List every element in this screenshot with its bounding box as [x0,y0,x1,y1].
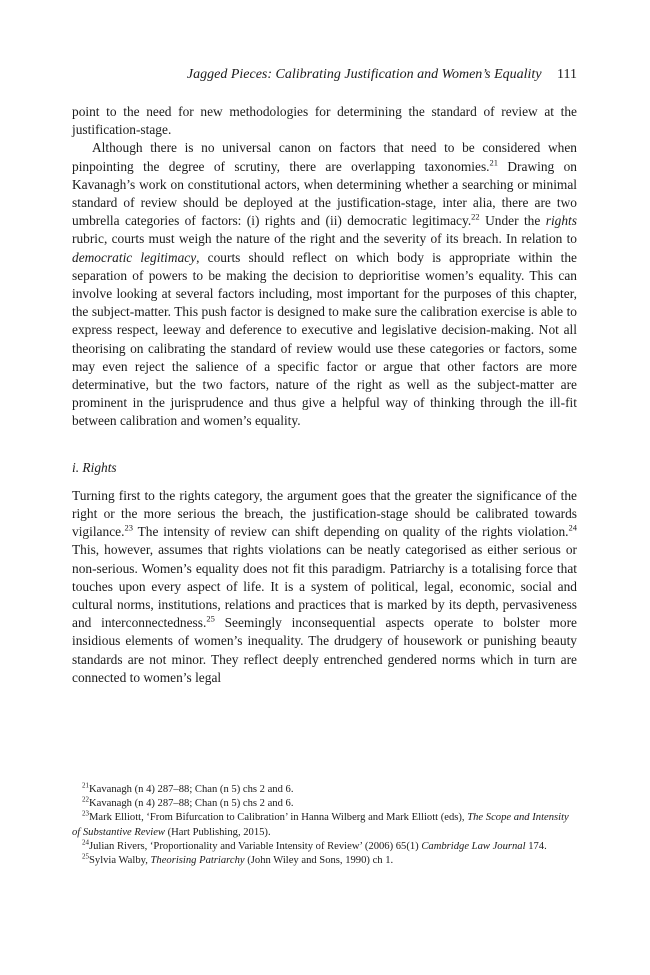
footnote-text: (John Wiley and Sons, 1990) ch 1. [244,855,394,867]
footnote-number: 22 [82,795,89,804]
footnote-ref-24[interactable]: 24 [568,522,577,533]
footnote-23 [72,811,577,839]
footnote-25 [72,854,577,868]
text-run: , courts should reflect on which body is appropriate within the separation of powers to be making the decision to deprioritise women’s equality. This can involve looking at several factors including, most important for the purposes of this chapter, the subject-matter. This push factor is designed to make sure the calibration exercise is able to express respect, leeway and deference to executive and legislative decision-making. Not all theorising on calibrating the standard of review would use these categories or factors, some may even reject the salience of a specific factor or argue that other factors are more determinative, but the two factors, nature of the right as well as the subject-matter are prominent in the jurisprudence and thus give a helpful way of thinking through the ill-fit between calibration and women’s equality. [72,249,577,429]
text-run: Although there is no universal canon on factors that need to be considered when pinpointing the degree of scrutiny, there are overlapping taxonomies. [72,140,577,174]
footnote-text: (Hart Publishing, 2015). [164,826,271,838]
text-run: Seemingly inconsequential aspects operate to bolster more insidious elements of women’s inequality. The drudgery of housework or punishing beauty standards are not minor. They reflect deeply entrenched gendered norms which in turn are connected to women’s legal [72,615,577,685]
footnote-text: Kavanagh (n 4) 287–88; Chan (n 5) chs 2 and 6. [89,798,294,810]
footnote-number: 25 [82,852,89,861]
footnote-ref-25[interactable]: 25 [206,613,215,624]
text-run: Drawing on Kavanagh’s work on constitutional actors, when determining whether a searching or minimal standard of review should be deployed at the justification-stage, inter alia, there are two umbrella categories of factors: (i) rights and (ii) democratic legitimacy. [72,158,577,229]
running-head-title: Jagged Pieces: Calibrating Justification and Women’s Equality [186,67,542,82]
footnote-text: Kavanagh (n 4) 287–88; Chan (n 5) chs 2 and 6. [89,784,294,795]
text-run: The intensity of review can shift depending on quality of the rights violation. [132,524,569,540]
section-heading: i. Rights [72,459,117,475]
text-run: rubric, courts must weigh the nature of the right and the severity of its breach. In relation to [72,231,577,247]
text-run: Under the [479,213,546,229]
paragraph-3 [72,487,577,687]
footnote-text: Mark Elliott, ‘From Bifurcation to Calibration’ in Hanna Wilberg and Mark Elliott (eds), [89,812,468,824]
footnote-number: 24 [82,838,89,847]
footnote-22 [72,797,577,811]
footnote-text: Sylvia Walby, [89,855,151,867]
body-text [72,103,577,687]
footnote-title: Theorising Patriarchy [150,855,245,867]
footnote-21 [72,783,577,797]
emphasis-democratic-legitimacy: democratic legitimacy [72,249,197,265]
footnote-number: 23 [82,809,89,818]
footnote-title: The Scope and Intensity of Substantive Review [72,812,569,838]
paragraph-2 [72,139,577,430]
footnotes [72,783,577,868]
footnote-ref-22[interactable]: 22 [471,211,480,222]
footnote-ref-21[interactable]: 21 [489,157,499,168]
text-run: Turning first to the rights category, the argument goes that the greater the significance of the right or the more serious the breach, the justification-stage should be calibrated towards vigilance. [72,487,577,540]
emphasis-rights: rights [545,213,577,229]
footnote-24 [72,840,577,854]
running-head [72,66,577,84]
footnote-text: 174. [525,840,547,852]
page-number: 111 [557,67,577,82]
footnote-title: Cambridge Law Journal [421,840,526,852]
footnote-text: Julian Rivers, ‘Proportionality and Variable Intensity of Review’ (2006) 65(1) [89,840,422,852]
text-run: This, however, assumes that rights violations can be neatly categorised as either serious or non-serious. Women’s equality does not fit this paradigm. Patriarchy is a totalising force that touches upon every aspect of life. It is a system of political, legal, economic, social and cultural norms, institutions, relations and practices that is marked by its depth, pervasiveness and interconnectedness. [72,542,577,631]
footnote-number: 21 [82,781,89,790]
paragraph-1: point to the need for new methodologies for determining the standard of review at the justification-stage. [72,104,577,138]
footnote-ref-23[interactable]: 23 [124,522,133,533]
